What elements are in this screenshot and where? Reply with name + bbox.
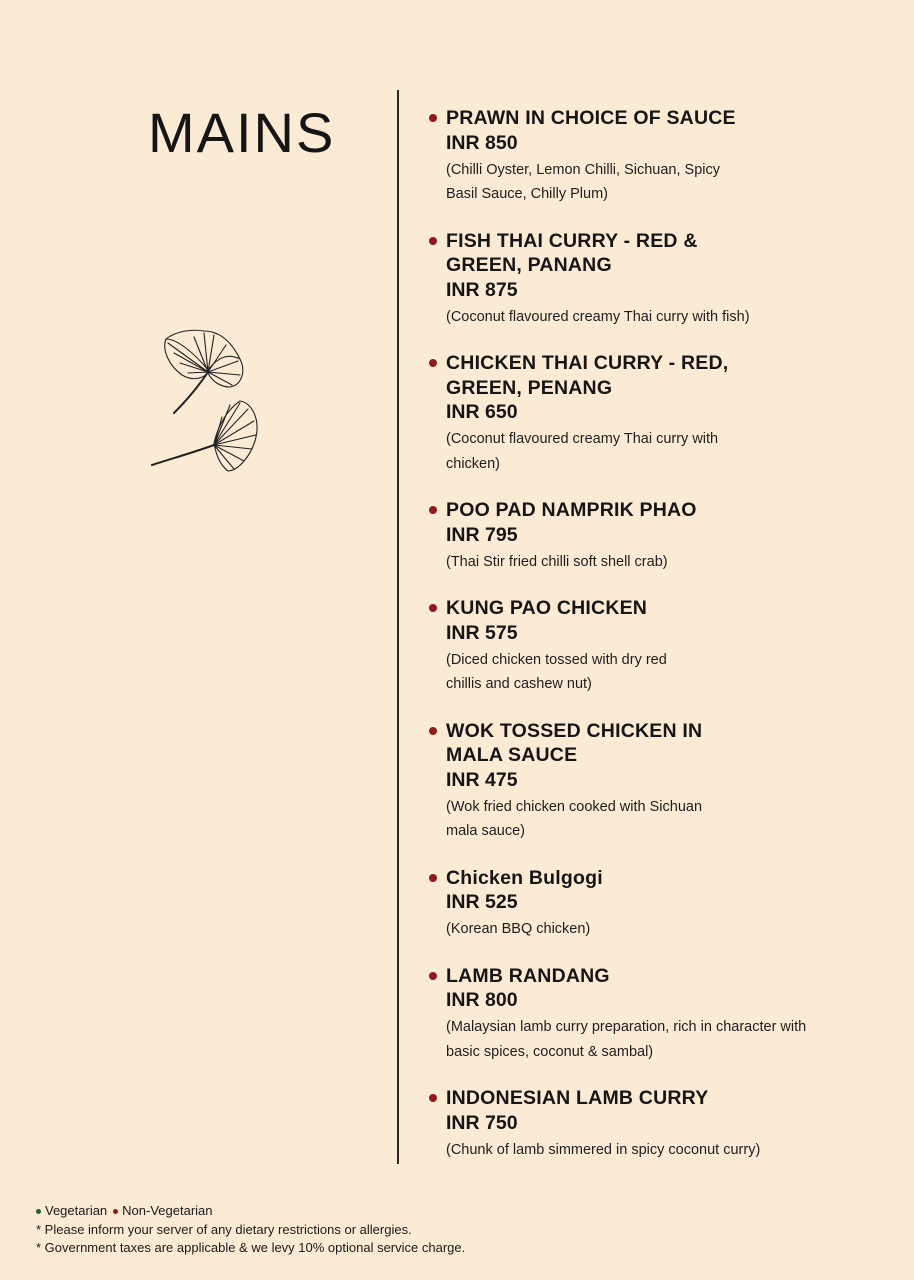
non-veg-dot-icon: [429, 114, 437, 122]
non-veg-dot-icon: [429, 359, 437, 367]
item-price: INR 795: [446, 523, 518, 546]
item-description: (Malaysian lamb curry preparation, rich in character with basic spices, coconut & sambal): [446, 1019, 807, 1060]
non-veg-dot-icon: [429, 604, 437, 612]
menu-item: [428, 1086, 898, 1162]
legend-veg: [36, 1202, 107, 1221]
item-name: Chicken Bulgogi: [446, 866, 603, 889]
ginkgo-leaves-icon: [148, 325, 268, 475]
item-description: (Wok fried chicken cooked with Sichuan mala sauce): [446, 798, 703, 839]
item-name: WOK TOSSED CHICKEN IN MALA SAUCE: [446, 719, 703, 766]
menu-item: [428, 866, 898, 942]
non-veg-dot-icon: [429, 874, 437, 882]
item-description: (Chunk of lamb simmered in spicy coconut curry): [446, 1141, 761, 1158]
item-price: INR 525: [446, 891, 518, 913]
menu-item: [428, 498, 898, 574]
item-description: (Coconut flavoured creamy Thai curry with chicken): [446, 431, 719, 472]
item-name: LAMB RANDANG: [446, 964, 610, 987]
legend-nonveg-label: Non-Vegetarian: [122, 1203, 213, 1218]
menu-list: [428, 106, 898, 1162]
item-name: KUNG PAO CHICKEN: [446, 597, 648, 619]
item-price: INR 750: [446, 1111, 518, 1134]
diet-legend: [36, 1202, 465, 1221]
menu-item: [428, 229, 898, 330]
item-description: (Diced chicken tossed with dry red chillis and cashew nut): [446, 651, 667, 692]
non-veg-dot-icon: [429, 237, 437, 245]
item-name: CHICKEN THAI CURRY - RED, GREEN, PENANG: [446, 352, 729, 399]
vertical-divider: [397, 90, 399, 1164]
item-price: INR 575: [446, 621, 518, 644]
menu-item: [428, 106, 898, 207]
item-name: FISH THAI CURRY - RED & GREEN, PANANG: [446, 229, 698, 276]
menu-item: [428, 719, 898, 844]
non-veg-dot-icon: [429, 1094, 437, 1102]
legend-nonveg: [113, 1202, 212, 1221]
page-title: MAINS: [148, 101, 336, 164]
legend-veg-label: Vegetarian: [45, 1203, 108, 1218]
item-description: (Coconut flavoured creamy Thai curry with fish): [446, 308, 750, 325]
item-price: INR 475: [446, 768, 518, 791]
item-description: (Korean BBQ chicken): [446, 921, 591, 937]
item-description: (Thai Stir fried chilli soft shell crab): [446, 553, 668, 570]
menu-item: [428, 351, 898, 476]
non-veg-dot-icon: [429, 727, 437, 735]
item-price: INR 875: [446, 278, 518, 301]
tax-note: * Government taxes are applicable & we levy 10% optional service charge.: [36, 1240, 466, 1255]
item-price: INR 800: [446, 989, 518, 1011]
footer-notes: [36, 1202, 465, 1258]
menu-item: [428, 964, 898, 1065]
non-veg-dot-icon: [113, 1209, 118, 1214]
non-veg-dot-icon: [429, 506, 437, 514]
non-veg-dot-icon: [429, 972, 437, 980]
dietary-note: * Please inform your server of any dietary restrictions or allergies.: [36, 1221, 412, 1237]
item-price: INR 850: [446, 131, 518, 154]
item-name: INDONESIAN LAMB CURRY: [446, 1087, 709, 1109]
item-name: PRAWN IN CHOICE OF SAUCE: [446, 107, 736, 129]
item-name: POO PAD NAMPRIK PHAO: [446, 499, 697, 521]
item-description: (Chilli Oyster, Lemon Chilli, Sichuan, Spicy Basil Sauce, Chilly Plum): [446, 161, 720, 202]
item-price: INR 650: [446, 401, 518, 423]
menu-item: [428, 596, 898, 697]
veg-dot-icon: [36, 1209, 41, 1214]
